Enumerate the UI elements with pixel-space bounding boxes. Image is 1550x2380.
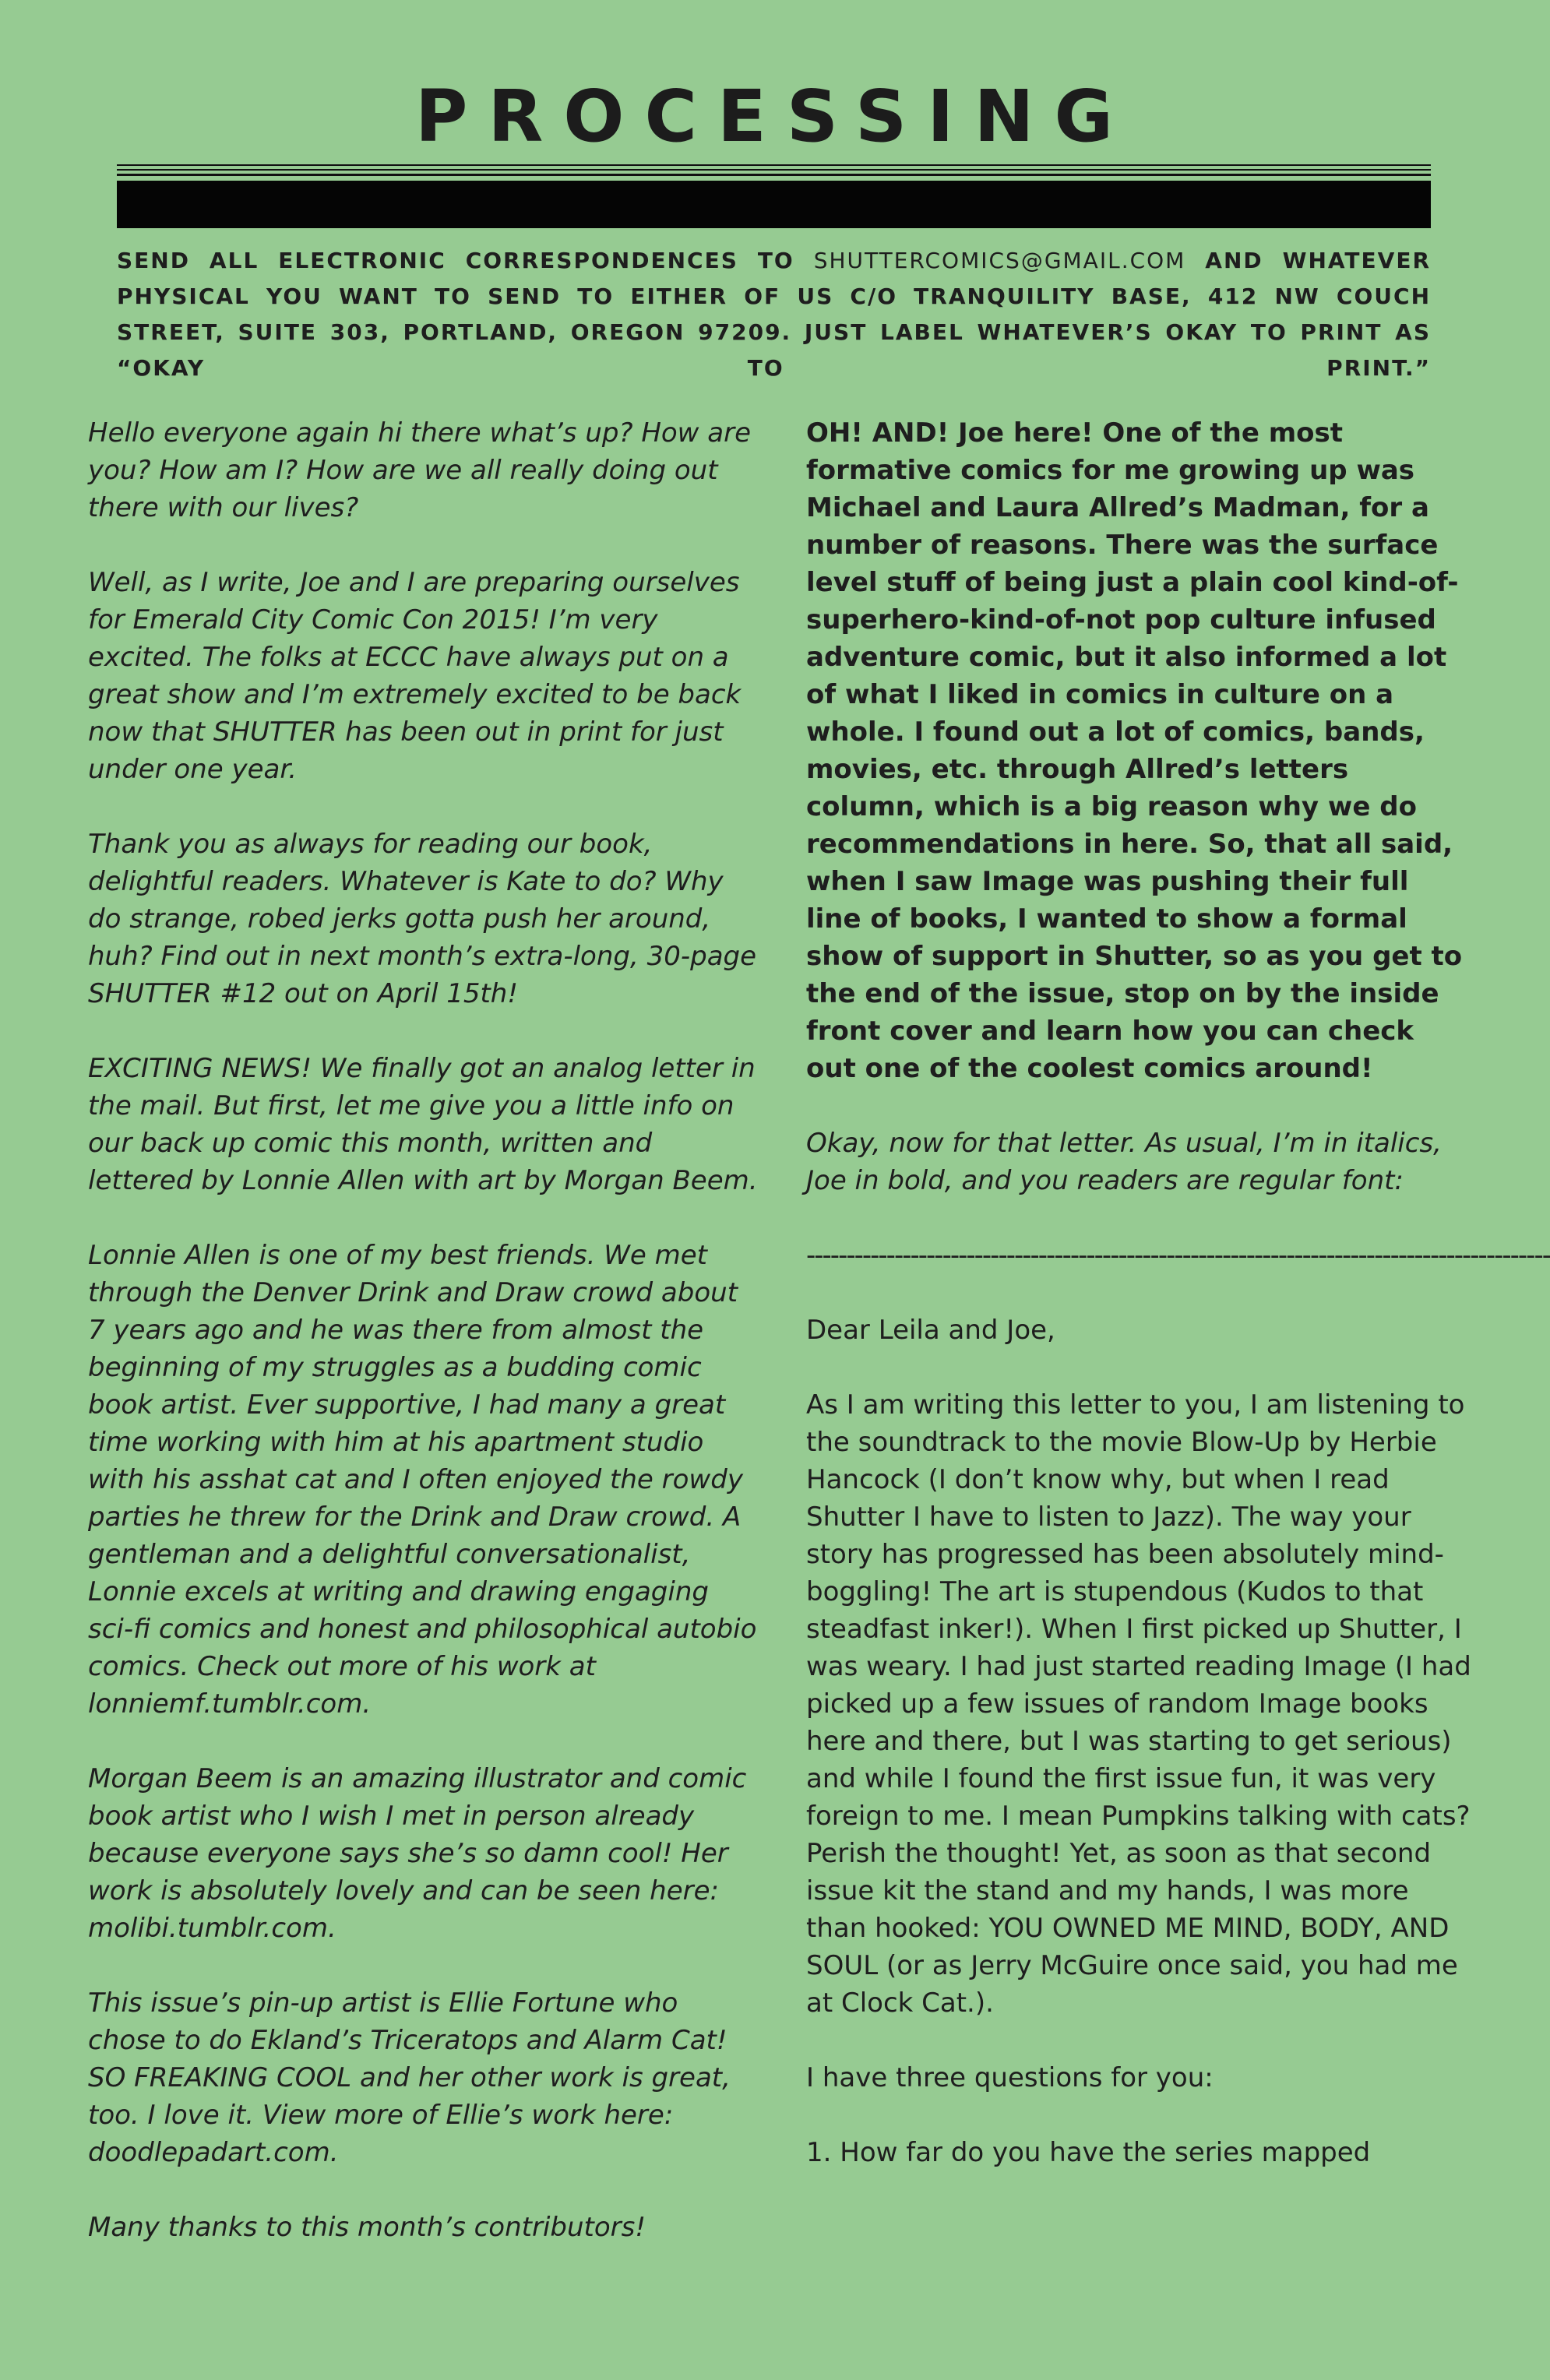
header-bar [117, 181, 1431, 228]
email-address[interactable]: SHUTTERCOMICS@GMAIL.COM [813, 248, 1186, 273]
address-text-before: SEND ALL ELECTRONIC CORRESPONDENCES TO [117, 248, 814, 273]
left-paragraph-7: This issue’s pin-up artist is Ellie Fortune who chose to do Ekland’s Triceratops and Alarm Cat! SO FREAKING COOL and her other work is great, too. I love it. View more of Ellie’s work here: doodlepadart.com. [88, 1987, 731, 2168]
header-rule-3 [117, 174, 1431, 176]
left-paragraph-4: EXCITING NEWS! We finally got an analog letter in the mail. But first, let me give you a little info on our back up comic this month, written and lettered by Lonnie Allen with art by Morgan Beem. [88, 1053, 758, 1196]
question-1: 1. How far do you have the series mapped [806, 2137, 1371, 2168]
left-paragraph-5: Lonnie Allen is one of my best friends. We met through the Denver Drink and Draw crowd about 7 years ago and he was there from almost the beginning of my struggles as a budding comic book artist. Ever supportive, I had many a great time working with him at his apartment studio with his asshat cat and I often enjoyed the rowdy parties he threw for the Drink and Draw crowd. A gentleman and a delightful conversationalist, Lonnie excels at writing and drawing engaging sci-fi comics and honest and philosophical autobio comics. Check out more of his work at lonniemf.tumblr.com. [88, 1240, 757, 1720]
left-paragraph-8: Many thanks to this month’s contributors! [88, 2212, 646, 2243]
header-rule-2 [117, 169, 1431, 171]
left-paragraph-1: Hello everyone again hi there what’s up? How are you? How am I? How are we all really doing out there with our lives? [88, 417, 752, 523]
address-block [117, 243, 1431, 386]
left-paragraph-2: Well, as I write, Joe and I are preparing ourselves for Emerald City Comic Con 2015! I’m very excited. The folks at ECCC have always put on a great show and I’m extremely excited to be back now that SHUTTER has been out in print for just under one year. [88, 567, 742, 785]
questions-intro: I have three questions for you: [806, 2062, 1214, 2093]
header-rule-1 [117, 164, 1431, 166]
letter-intro: Okay, now for that letter. As usual, I’m in italics, Joe in bold, and you readers are regular font: [806, 1128, 1442, 1196]
left-column [88, 414, 758, 2283]
left-paragraph-6: Morgan Beem is an amazing illustrator and comic book artist who I wish I met in person already because everyone says she’s so damn cool! Her work is absolutely lovely and can be seen here: molibi.tumblr.com. [88, 1763, 747, 1944]
page-title: PROCESSING [415, 75, 1133, 158]
left-paragraph-3: Thank you as always for reading our book, delightful readers. Whatever is Kate to do? Why do strange, robed jerks gotta push her around, huh? Find out in next month’s extra-long, 30-page SHUTTER #12 out on April 15th! [88, 829, 757, 1009]
address-text-after: AND WHATEVER PHYSICAL YOU WANT TO SEND TO EITHER OF US C/O TRANQUILITY BASE, 412 NW COUCH STREET, SUITE 303, PORTLAND, OREGON 97209. JUST LABEL WHATEVER’S OKAY TO PRINT AS “OKAY TO PRINT.” [117, 248, 1432, 381]
letter-body: As I am writing this letter to you, I am listening to the soundtrack to the movie Blow-Up by Herbie Hancock (I don’t know why, but when I read Shutter I have to listen to Jazz). The way your story has progressed has been absolutely mind-boggling! The art is stupendous (Kudos to that steadfast inker!). When I first picked up Shutter, I was weary. I had just started reading Image (I had picked up a few issues of random Image books here and there, but I was starting to get serious) and while I found the first issue fun, it was very foreign to me. I mean Pumpkins talking with cats? Perish the thought! Yet, as soon as that second issue kit the stand and my hands, I was more than hooked: YOU OWNED ME MIND, BODY, AND SOUL (or as Jerry McGuire once said, you had me at Clock Cat.). [806, 1389, 1471, 2019]
joe-note: OH! AND! Joe here! One of the most formative comics for me growing up was Michael and Laura Allred’s Madman, for a number of reasons. There was the surface level stuff of being just a plain cool kind-of-superhero-kind-of-not pop culture infused adventure comic, but it also informed a lot of what I liked in comics in culture on a whole. I found out a lot of comics, bands, movies, etc. through Allred’s letters column, which is a big reason why we do recommendations in here. So, that all said, when I saw Image was pushing their full line of books, I wanted to show a formal show of support in Shutter, so as you get to the end of the issue, stop on by the inside front cover and learn how you can check out one of the coolest comics around! [806, 417, 1463, 1084]
letter-salutation: Dear Leila and Joe, [806, 1315, 1055, 1346]
right-column [806, 414, 1550, 2209]
letter-divider: --------------------------------------------------------------------------------------------- [806, 1240, 1550, 1271]
